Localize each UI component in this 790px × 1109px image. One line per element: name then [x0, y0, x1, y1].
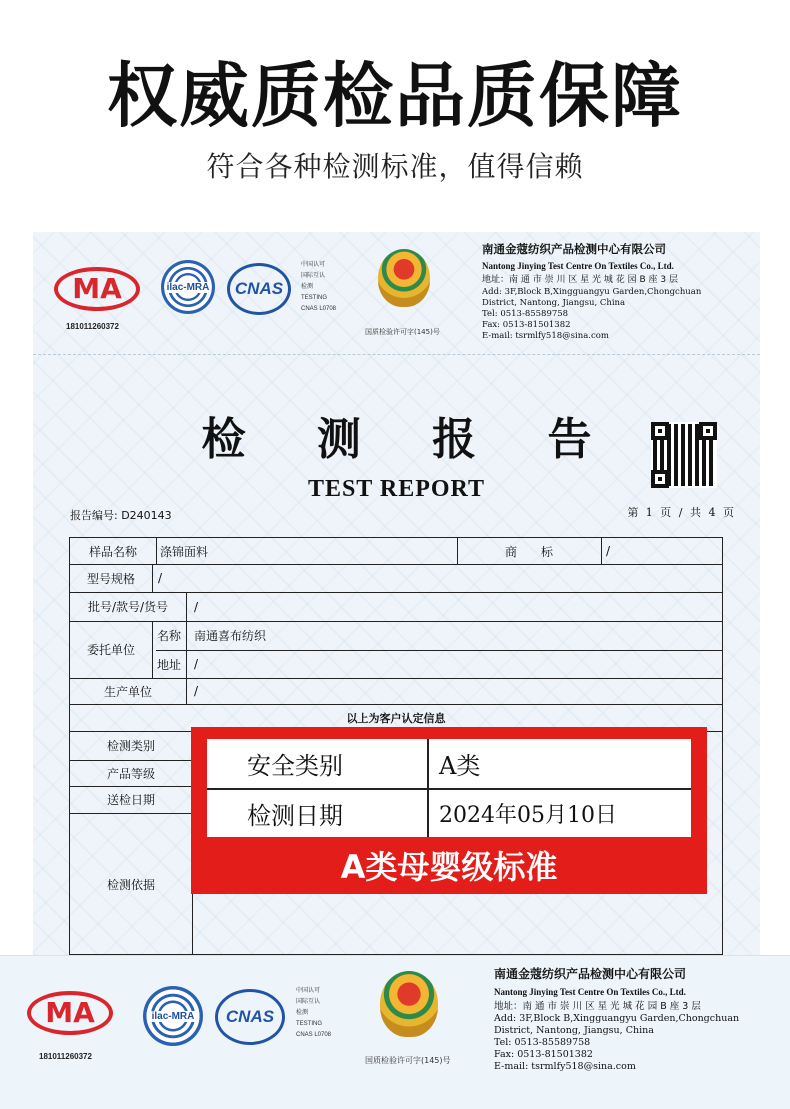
client-label: 委托单位 [86, 643, 135, 657]
report-title-cn: 检 测 报 告 [201, 414, 620, 465]
cma-number: 181011260372 [66, 322, 119, 331]
test-basis-label: 检测依据 [106, 878, 155, 892]
producer-value: / [194, 684, 199, 698]
overlay-table [207, 739, 691, 837]
headline: 权威质检品质保障 [107, 55, 683, 137]
page-number: 第 1 页 / 共 4 页 [627, 506, 736, 519]
letterhead-divider [33, 354, 760, 355]
cnas-text: 中国认可 国际互认 检测 TESTING CNAS L0708 [301, 262, 337, 312]
report-number: 报告编号: D240143 [70, 509, 172, 522]
cnas-logo: CNAS [215, 989, 285, 1045]
standard-banner: A类母婴级标准 [340, 848, 558, 886]
cnas-text: 中国认可 国际互认 检测 TESTING CNAS L0708 [296, 988, 332, 1038]
product-grade-label: 产品等级 [106, 766, 155, 781]
model-label: 型号规格 [86, 571, 135, 586]
test-date-label: 检测日期 [247, 802, 343, 830]
cma-number: 181011260372 [39, 1052, 92, 1061]
national-emblem-icon [380, 971, 438, 1037]
client-confirm-note: 以上为客户认定信息 [346, 711, 446, 725]
sample-name-label: 样品名称 [88, 544, 137, 559]
emblem-caption: 国质检验许可字(145)号 [365, 328, 440, 336]
safety-category-label: 安全类别 [247, 752, 343, 780]
safety-category-value: A类 [439, 752, 481, 780]
client-name-label: 名称 [156, 629, 181, 643]
model-value: / [158, 571, 163, 585]
qr-code [651, 422, 717, 488]
cma-logo: MA [27, 991, 113, 1035]
sample-name-value: 涤锦面料 [160, 544, 209, 559]
submit-date-label: 送检日期 [106, 793, 155, 807]
ilac-mra-logo: ilac-MRA [161, 260, 215, 314]
highlight-overlay [191, 727, 707, 894]
cma-logo: MA [54, 267, 140, 311]
client-name-value: 南通喜布纺织 [194, 629, 267, 643]
report-title-en: TEST REPORT [307, 476, 486, 502]
producer-label: 生产单位 [103, 684, 152, 699]
trademark-label: 商 标 [504, 544, 553, 559]
national-emblem-icon [378, 249, 430, 307]
test-category-label: 检测类别 [106, 739, 155, 753]
lab-info: 南通金蔻纺织产品检测中心有限公司 Nantong Jinying Test Centre On Textiles Co., Ltd. 地址：南 通 市 崇 川 区 星 光 城 花 园 B 座 3 层 Add: 3F,Block B,Xingguangyu Garden,Chongchuan District, Nantong, Jiangsu, China Tel: 0513-85589758 Fax: 0513-81501382 E-mail: tsrmlfy518@sina.com [482, 242, 702, 341]
client-address-value: / [194, 657, 199, 671]
lab-info: 南通金蔻纺织产品检测中心有限公司 Nantong Jinying Test Centre On Textiles Co., Ltd. 地址：南 通 市 崇 川 区 星 光 城 花 园 B 座 3 层 Add: 3F,Block B,Xingguangyu Garden,Chongchuan District, Nantong, Jiangsu, China Tel: 0513-85589758 Fax: 0513-81501382 E-mail: tsrmlfy518@sina.com [494, 967, 740, 1072]
emblem-caption: 国质检验许可字(145)号 [365, 1056, 451, 1065]
subline: 符合各种检测标准，值得信赖 [206, 150, 584, 183]
ilac-mra-logo: ilac-MRA [143, 986, 203, 1046]
test-date-value: 2024年05月10日 [439, 803, 617, 828]
client-address-label: 地址 [156, 657, 181, 672]
batch-value: / [194, 599, 199, 614]
letterhead-top [0, 232, 790, 352]
trademark-value: / [606, 544, 611, 558]
letterhead-bottom [0, 955, 790, 1109]
cnas-logo: CNAS [227, 263, 291, 315]
batch-label: 批号/款号/货号 [87, 600, 169, 614]
